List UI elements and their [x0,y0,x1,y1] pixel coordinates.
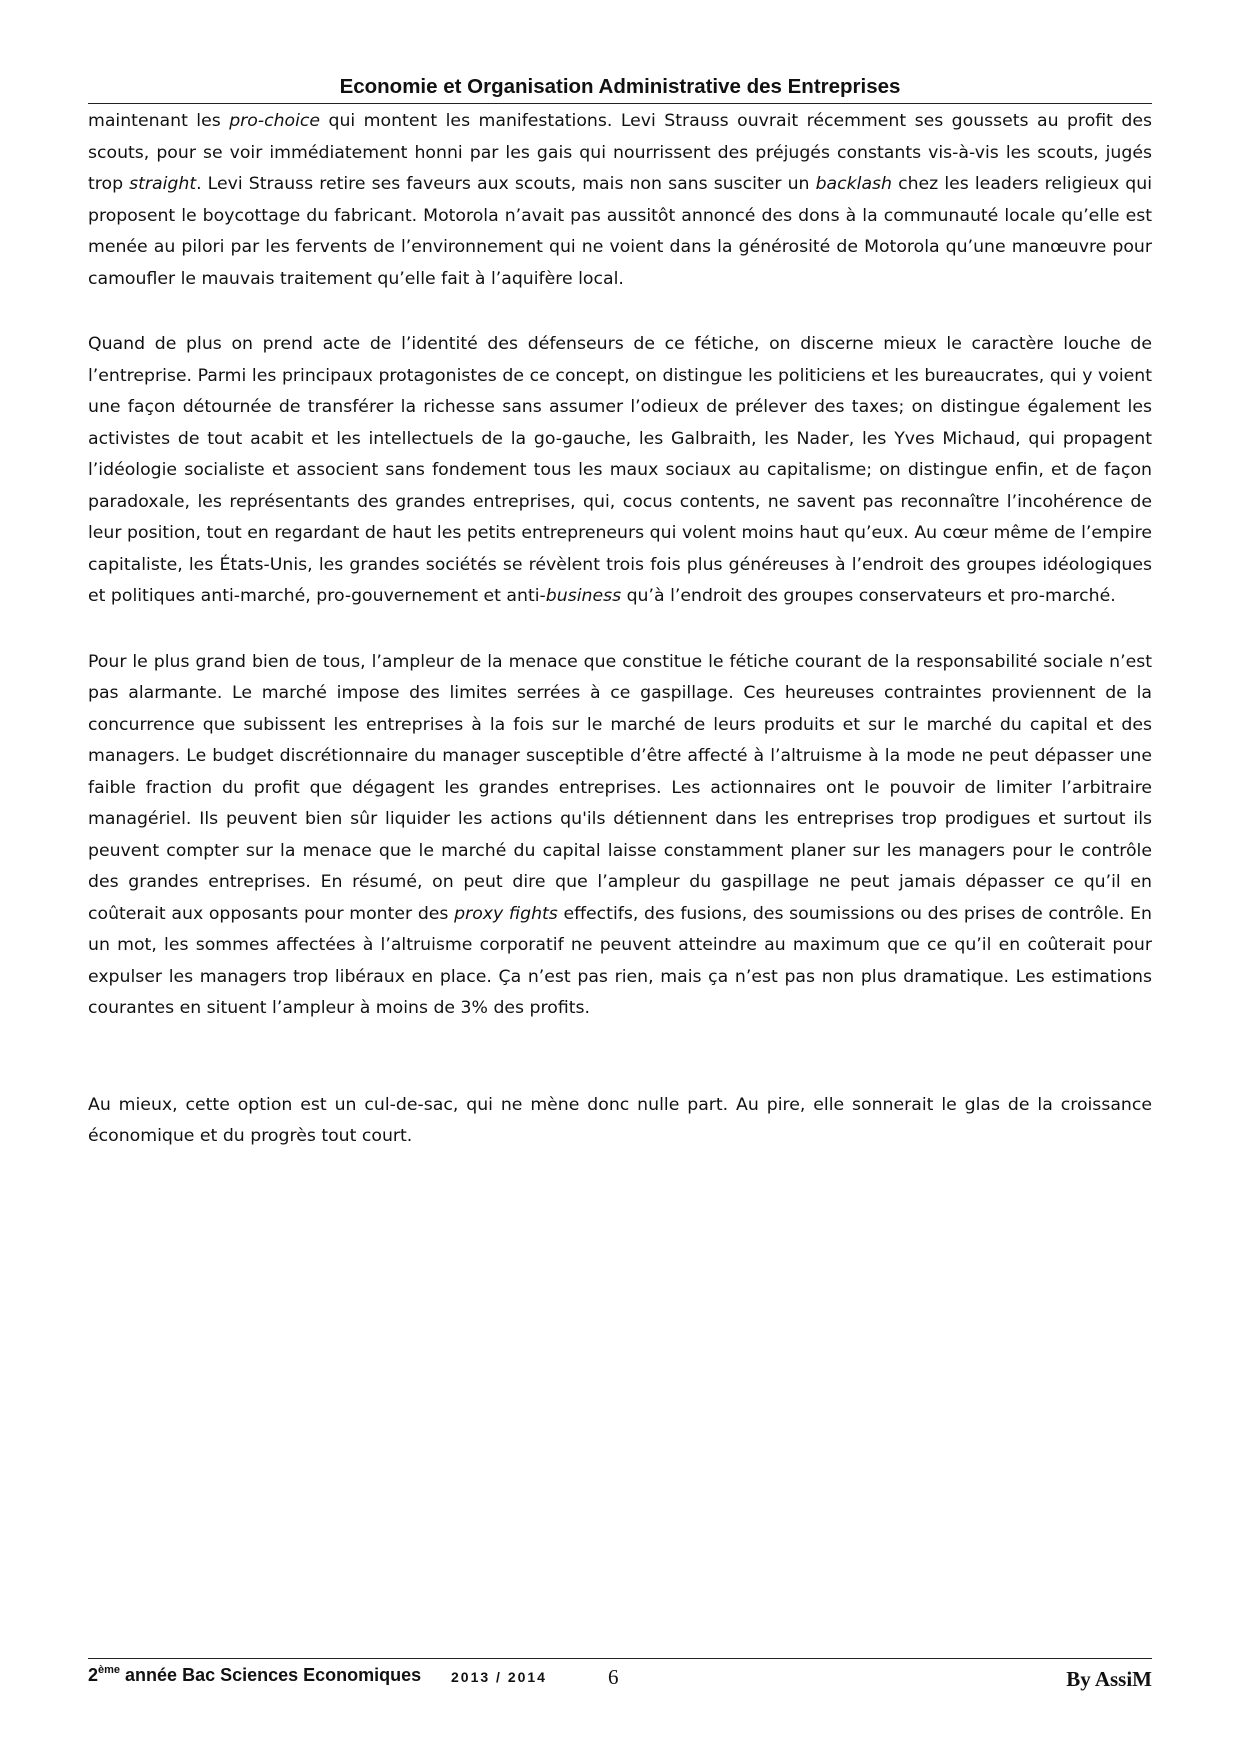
document-body [88,106,1152,1153]
paragraph-1-text: . Levi Strauss retire ses faveurs aux scouts, mais non sans susciter un [196,174,816,194]
paragraph-1 [88,106,1152,295]
paragraph-1-text: maintenant les [88,111,230,131]
footer-level-number: 2 [88,1665,99,1685]
paragraph-4 [88,1090,1152,1153]
footer-school-year: 2013 / 2014 [451,1669,547,1685]
footer-level-sup: ème [98,1664,121,1676]
footer-author: By AssiM [1066,1667,1152,1691]
paragraph-1-text: chez les leaders religieux qui proposent le boycottage du fabricant. Motorola n’avait pas aussitôt annoncé des dons à la communauté locale qu’elle est menée au pilori par les fervents de l’environnement qui ne voient dans la générosité de Motorola qu’une manœuvre pour camoufler le mauvais traitement qu’elle fait à l’aquifère local. [88,174,1152,289]
paragraph-2 [88,329,1152,613]
paragraph-3-text: effectifs, des fusions, des soumissions ou des prises de contrôle. En un mot, les sommes affectées à l’altruisme corporatif ne peuvent atteindre au maximum que ce qu’il en coûterait pour expulser les managers trop libéraux en place. Ça n’est pas rien, mais ça n’est pas non plus dramatique. Les estimations courantes en situent l’ampleur à moins de 3% des profits. [88,903,1152,1018]
footer-level-text: année Bac Sciences Economiques [120,1665,422,1685]
italic-term-business: business [545,586,622,606]
paragraph-3-text: Pour le plus grand bien de tous, l’ampleur de la menace que constitue le fétiche courant de la responsabilité sociale n’est pas alarmante. Le marché impose des limites serrées à ce gaspillage. Ces heureuses contraintes proviennent de la concurrence que subissent les entreprises à la fois sur le marché de leurs produits et sur le marché du capital et des managers. Le budget discrétionnaire du manager susceptible d’être affecté à l’altruisme à la mode ne peut dépasser une faible fraction du profit que dégagent les grandes entreprises. Les actionnaires ont le pouvoir de limiter l’arbitraire managériel. Ils peuvent bien sûr liquider les actions qu'ils détiennent dans les entreprises trop prodigues et surtout ils peuvent compter sur la menace que le marché du capital laisse constamment planer sur les managers pour le contrôle des grandes entreprises. En résumé, on peut dire que l’ampleur du gaspillage ne peut jamais dépasser ce qu’il en coûterait aux opposants pour monter des [88,651,1152,924]
footer-divider [88,1658,1152,1659]
paragraph-1-text: qui montent les manifestations. Levi Strauss ouvrait récemment ses goussets au profit des scouts, pour se voir immédiatement honni par les gais qui nourrissent des préjugés constants vis-à-vis les scouts, jugés trop [88,111,1152,194]
paragraph-4-text: Au mieux, cette option est un cul-de-sac, qui ne mène donc nulle part. Au pire, elle sonnerait le glas de la croissance économique et du progrès tout court. [88,1094,1152,1146]
italic-term-backlash: backlash [815,174,892,194]
page-header-title: Economie et Organisation Administrative des Entreprises [88,74,1152,104]
paragraph-2-text: qu’à l’endroit des groupes conservateurs et pro-marché. [621,586,1116,606]
paragraph-2-text: Quand de plus on prend acte de l’identité des défenseurs de ce fétiche, on discerne mieux le caractère louche de l’entreprise. Parmi les principaux protagonistes de ce concept, on distingue les politiciens et les bureaucrates, qui y voient une façon détournée de transférer la richesse sans assumer l’odieux de prélever des taxes; on distingue également les activistes de tout acabit et les intellectuels de la go-gauche, les Galbraith, les Nader, les Yves Michaud, qui propagent l’idéologie socialiste et associent sans fondement tous les maux sociaux au capitalisme; on distingue enfin, et de façon paradoxale, les représentants des grandes entreprises, qui, cocus contents, ne savent pas reconnaître l’incohérence de leur position, tout en regardant de haut les petits entrepreneurs qui volent moins haut qu’eux. Au cœur même de l’empire capitaliste, les États-Unis, les grandes sociétés se révèlent trois fois plus généreuses à l’endroit des groupes idéologiques et politiques anti-marché, pro-gouvernement et anti- [88,334,1152,606]
italic-term-proxy-fights: proxy fights [454,903,558,924]
footer-level [88,1664,421,1686]
italic-term-straight: straight [129,174,197,194]
paragraph-3 [88,647,1152,1025]
page-number: 6 [608,1665,619,1689]
italic-term-pro-choice: pro-choice [229,111,321,131]
page-footer [88,1660,1152,1692]
